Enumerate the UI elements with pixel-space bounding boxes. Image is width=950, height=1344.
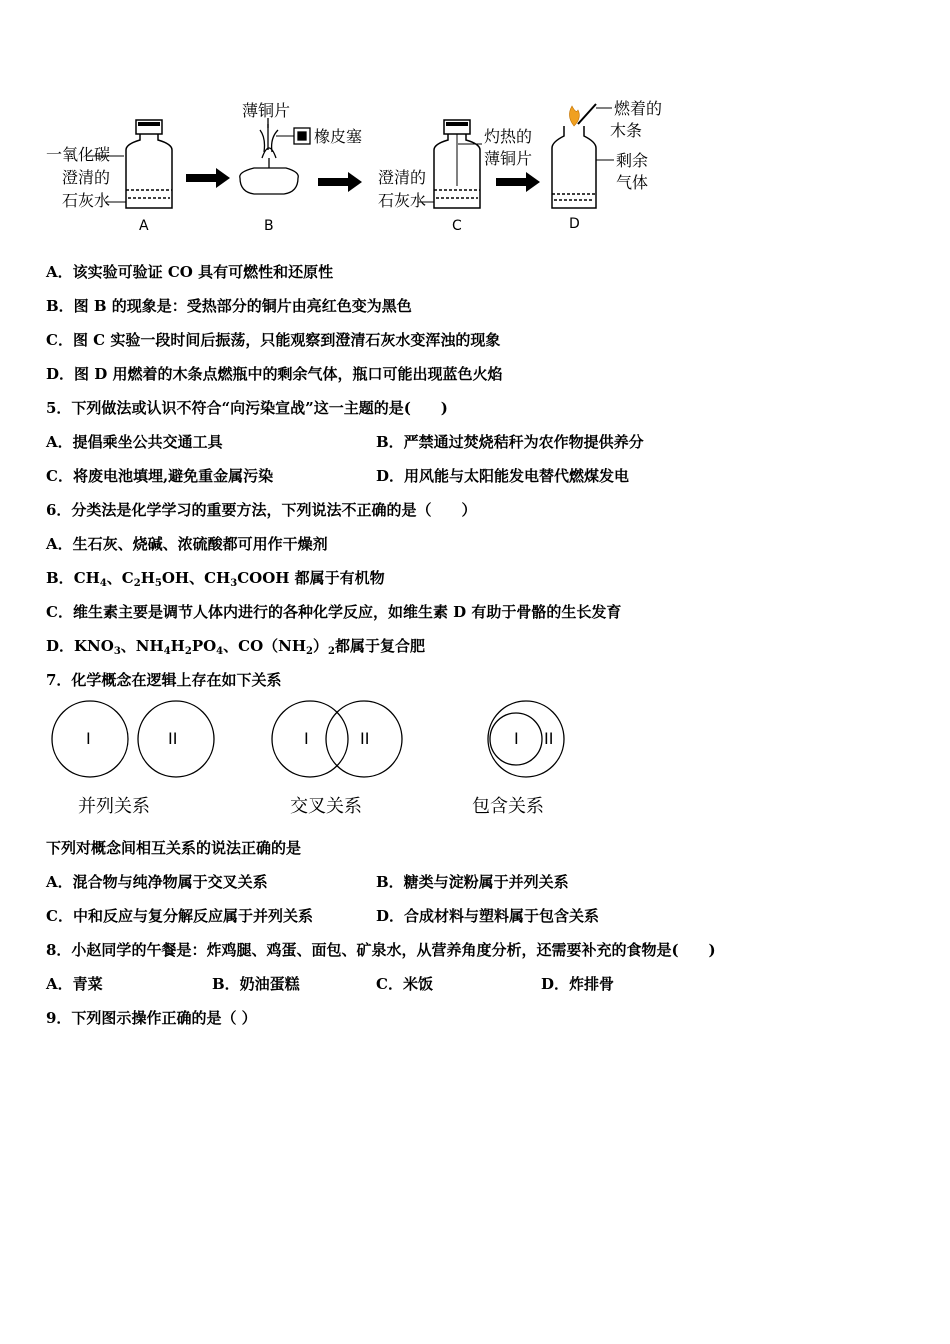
label-hot-copper1: 灼热的: [484, 127, 533, 146]
label-limewater-c2: 石灰水: [378, 191, 427, 210]
q6-option-c: C．维生素主要是调节人体内进行的各种化学反应，如维生素 D 有助于骨骼的生长发育: [46, 603, 622, 621]
caption-b: B: [264, 218, 274, 234]
arrow-2: [318, 172, 362, 192]
q4-option-b: B．图 B 的现象是：受热部分的铜片由亮红色变为黑色: [46, 297, 412, 315]
parallel-label-1: I: [86, 729, 91, 748]
q4-option-a: A．该实验可验证 CO 具有可燃性和还原性: [46, 263, 334, 281]
contain-label-2: II: [544, 729, 554, 748]
caption-cross: 交叉关系: [290, 796, 362, 817]
caption-a: A: [139, 218, 149, 234]
q6-stem: 6．分类法是化学学习的重要方法，下列说法不正确的是（ ）: [46, 501, 477, 519]
cross-label-2: II: [360, 729, 370, 748]
apparatus-b: [240, 118, 310, 194]
cross-label-1: I: [304, 729, 309, 748]
q8-option-a: A．青菜: [46, 975, 103, 993]
caption-c: C: [452, 218, 462, 234]
bottle-c: [418, 120, 482, 208]
q7-option-d: D．合成材料与塑料属于包含关系: [376, 907, 600, 925]
bottle-d: [552, 104, 614, 208]
caption-contain: 包含关系: [472, 796, 544, 817]
q8-option-c: C．米饭: [376, 975, 433, 993]
arrow-1: [186, 168, 230, 188]
arrow-3: [496, 172, 540, 192]
q7-option-b: B．糖类与淀粉属于并列关系: [376, 873, 569, 891]
parallel-label-2: II: [168, 729, 178, 748]
label-copper: 薄铜片: [242, 101, 291, 120]
label-remaining2: 气体: [616, 173, 649, 192]
q6-option-b: B．$CH_4$、$C_2H_5OH$、$CH_3COOH$ 都属于有机物: [46, 569, 385, 589]
q5-option-c: C．将废电池填埋,避免重金属污染: [46, 467, 274, 485]
q4-option-c: C．图 C 实验一段时间后振荡，只能观察到澄清石灰水变浑浊的现象: [46, 331, 501, 349]
label-remaining1: 剩余: [616, 151, 649, 170]
q8-option-b: B．奶油蛋糕: [212, 975, 300, 993]
q6-option-d: D．$KNO_3$、$NH_4H_2PO_4$、$CO(NH_2)_2$都属于复合肥: [46, 637, 425, 657]
co-experiment-figure: [40, 100, 680, 240]
q8-stem: 8．小赵同学的午餐是：炸鸡腿、鸡蛋、面包、矿泉水，从营养角度分析，还需要补充的食物是( ): [46, 941, 716, 959]
q7-prompt: 下列对概念间相互关系的说法正确的是: [46, 839, 302, 857]
label-co: 一氧化碳: [46, 145, 111, 164]
q7-stem: 7．化学概念在逻辑上存在如下关系: [46, 671, 282, 689]
contain-label-1: I: [514, 729, 519, 748]
q7-option-c: C．中和反应与复分解反应属于并列关系: [46, 907, 313, 925]
venn-relations-figure: [40, 696, 600, 826]
q4-option-d: D．图 D 用燃着的木条点燃瓶中的剩余气体，瓶口可能出现蓝色火焰: [46, 365, 503, 383]
label-hot-copper2: 薄铜片: [484, 149, 533, 168]
label-burning1: 燃着的: [614, 100, 663, 118]
label-limewater-c1: 澄清的: [378, 168, 427, 187]
q7-option-a: A．混合物与纯净物属于交叉关系: [46, 873, 268, 891]
caption-d: D: [569, 216, 580, 232]
label-limewater-a2: 石灰水: [62, 191, 111, 210]
q5-option-d: D．用风能与太阳能发电替代燃煤发电: [376, 467, 630, 485]
q6-option-a: A．生石灰、烧碱、浓硫酸都可用作干燥剂: [46, 535, 328, 553]
q5-option-a: A．提倡乘坐公共交通工具: [46, 433, 223, 451]
q9-stem: 9．下列图示操作正确的是（ ）: [46, 1009, 257, 1027]
label-burning2: 木条: [610, 121, 643, 140]
label-stopper: 橡皮塞: [314, 127, 363, 146]
q8-option-d: D．炸排骨: [541, 975, 615, 993]
caption-parallel: 并列关系: [78, 796, 150, 817]
q5-stem: 5．下列做法或认识不符合“向污染宣战”这一主题的是( ): [46, 399, 448, 417]
q5-option-b: B．严禁通过焚烧秸秆为农作物提供养分: [376, 433, 644, 451]
label-limewater-a1: 澄清的: [62, 168, 111, 187]
